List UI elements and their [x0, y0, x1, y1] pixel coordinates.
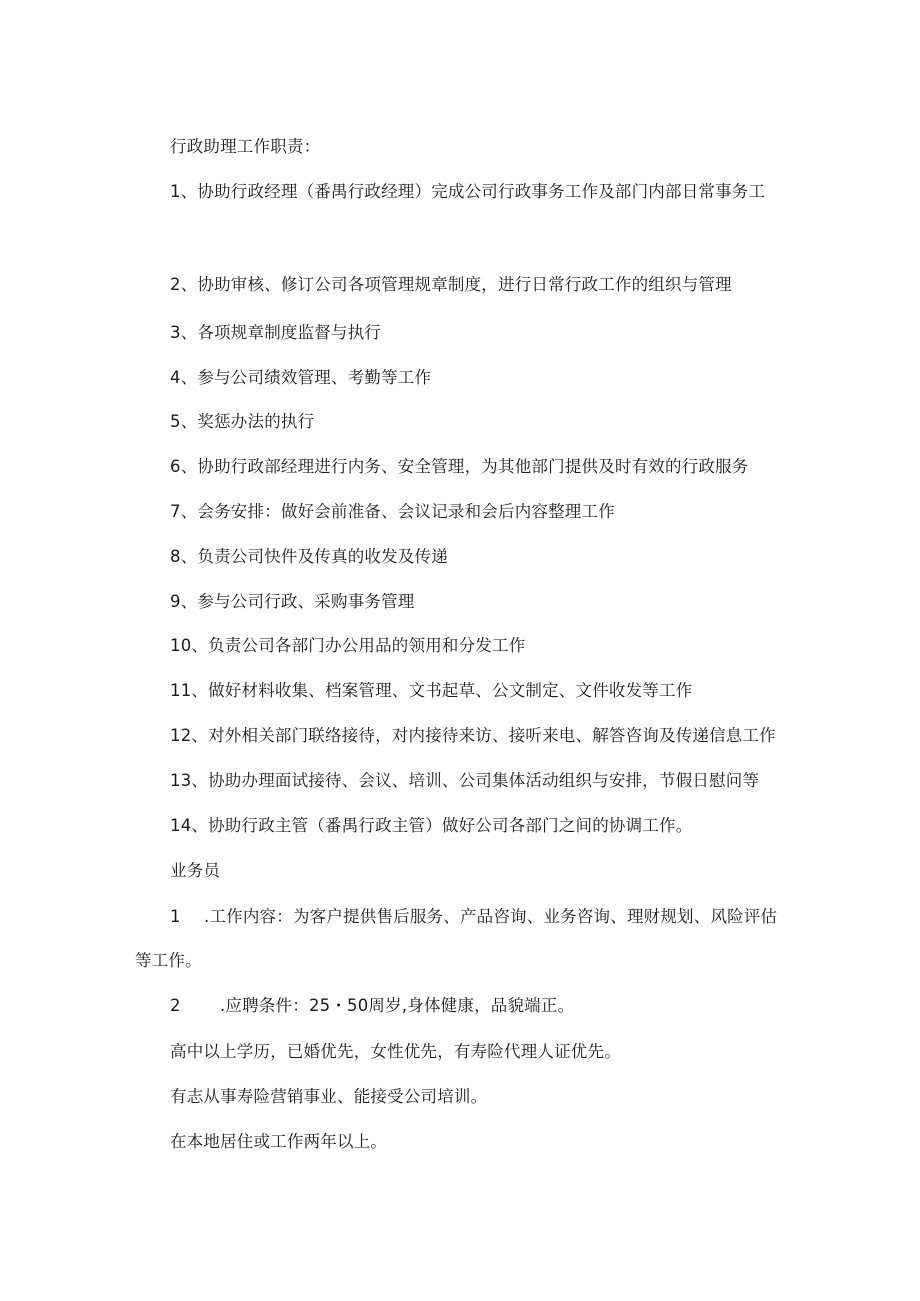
- sales-item-2-number: 2: [170, 996, 181, 1015]
- duty-item-2: 2、协助审核、修订公司各项管理规章制度，进行日常行政工作的组织与管理: [170, 275, 732, 294]
- duty-item-8: 8、负责公司快件及传真的收发及传递: [170, 547, 448, 566]
- duty-item-5: 5、奖惩办法的执行: [170, 412, 315, 431]
- duty-item-10: 10、负责公司各部门办公用品的领用和分发工作: [170, 636, 526, 655]
- section-heading-admin-assistant: 行政助理工作职责：: [170, 137, 321, 156]
- section-heading-salesperson: 业务员: [170, 861, 221, 880]
- duty-item-6: 6、协助行政部经理进行内务、安全管理，为其他部门提供及时有效的行政服务: [170, 457, 749, 476]
- duty-item-4: 4、参与公司绩效管理、考勤等工作: [170, 368, 432, 387]
- duty-item-11: 11、做好材料收集、档案管理、文书起草、公文制定、文件收发等工作: [170, 681, 693, 700]
- duty-item-1: 1、协助行政经理（番禺行政经理）完成公司行政事务工作及部门内部日常事务工: [170, 182, 766, 201]
- sales-item-2: [170, 995, 574, 1017]
- requirement-education: 高中以上学历，已婚优先，女性优先，有寿险代理人证优先。: [170, 1042, 621, 1061]
- requirement-residence: 在本地居住或工作两年以上。: [170, 1132, 388, 1151]
- sales-item-1-text: .工作内容：为客户提供售后服务、产品咨询、业务咨询、理财规划、风险评估: [204, 907, 778, 926]
- duty-item-14: 14、协助行政主管（番禺行政主管）做好公司各部门之间的协调工作。: [170, 816, 693, 835]
- sales-item-1-continuation: 等工作。: [135, 951, 202, 970]
- duty-item-7: 7、会务安排：做好会前准备、会议记录和会后内容整理工作: [170, 502, 615, 521]
- sales-item-2-text: .应聘条件：25・50周岁,身体健康，品貌端正。: [220, 996, 575, 1015]
- duty-item-12: 12、对外相关部门联络接待，对内接待来访、接听来电、解答咨询及传递信息工作: [170, 726, 776, 745]
- duty-item-13: 13、协助办理面试接待、会议、培训、公司集体活动组织与安排，节假日慰问等: [170, 771, 760, 790]
- duty-item-9: 9、参与公司行政、采购事务管理: [170, 592, 415, 611]
- sales-item-1-number: 1: [170, 907, 181, 926]
- requirement-training: 有志从事寿险营销事业、能接受公司培训。: [170, 1087, 488, 1106]
- duty-item-3: 3、各项规章制度监督与执行: [170, 323, 382, 342]
- sales-item-1: [170, 906, 777, 928]
